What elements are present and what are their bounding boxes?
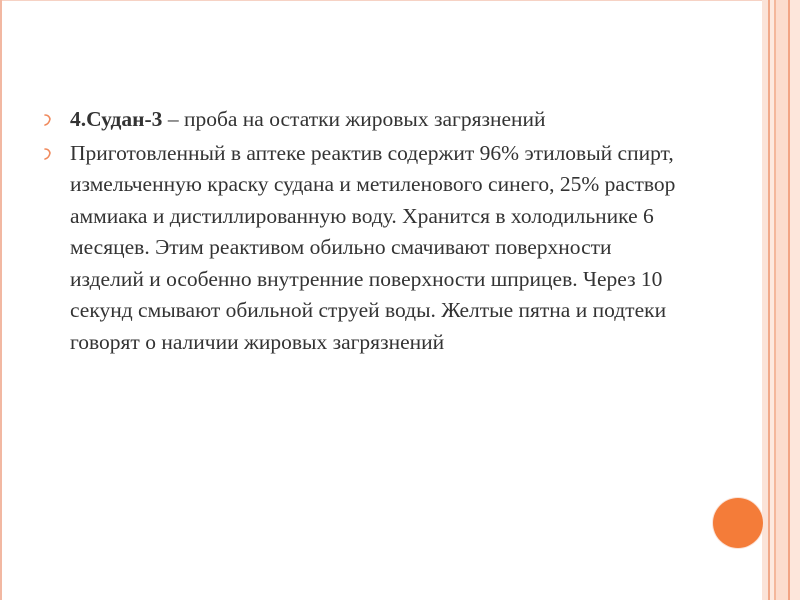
item-text: Приготовленный в аптеке реактив содержит 96% этиловый спирт, измельченную краску судана и метиленового синего, 25% раствор аммиака и дистиллированную воду. Хранится в холодильнике 6 месяцев. Этим реактивом обильно смачивают поверхности изделий и особенно внутренние поверхности шприцев. Через 10 секунд смывают обильной струей воды. Желтые пятна и подтеки говорят о наличии жировых загрязнений xyxy=(70,140,676,354)
bullet-item xyxy=(44,104,684,136)
bullet-icon xyxy=(44,114,52,126)
orange-circle-icon xyxy=(713,498,763,548)
bullet-icon xyxy=(44,148,52,160)
decorative-stripe xyxy=(776,0,788,600)
item-text: – проба на остатки жировых загрязнений xyxy=(162,107,546,131)
decorative-stripe xyxy=(790,0,800,600)
bullet-item xyxy=(44,138,684,359)
item-heading: 4.Судан-3 xyxy=(70,107,163,131)
slide-content xyxy=(44,104,684,360)
slide-top-border xyxy=(0,0,800,1)
slide-left-border xyxy=(0,0,2,600)
